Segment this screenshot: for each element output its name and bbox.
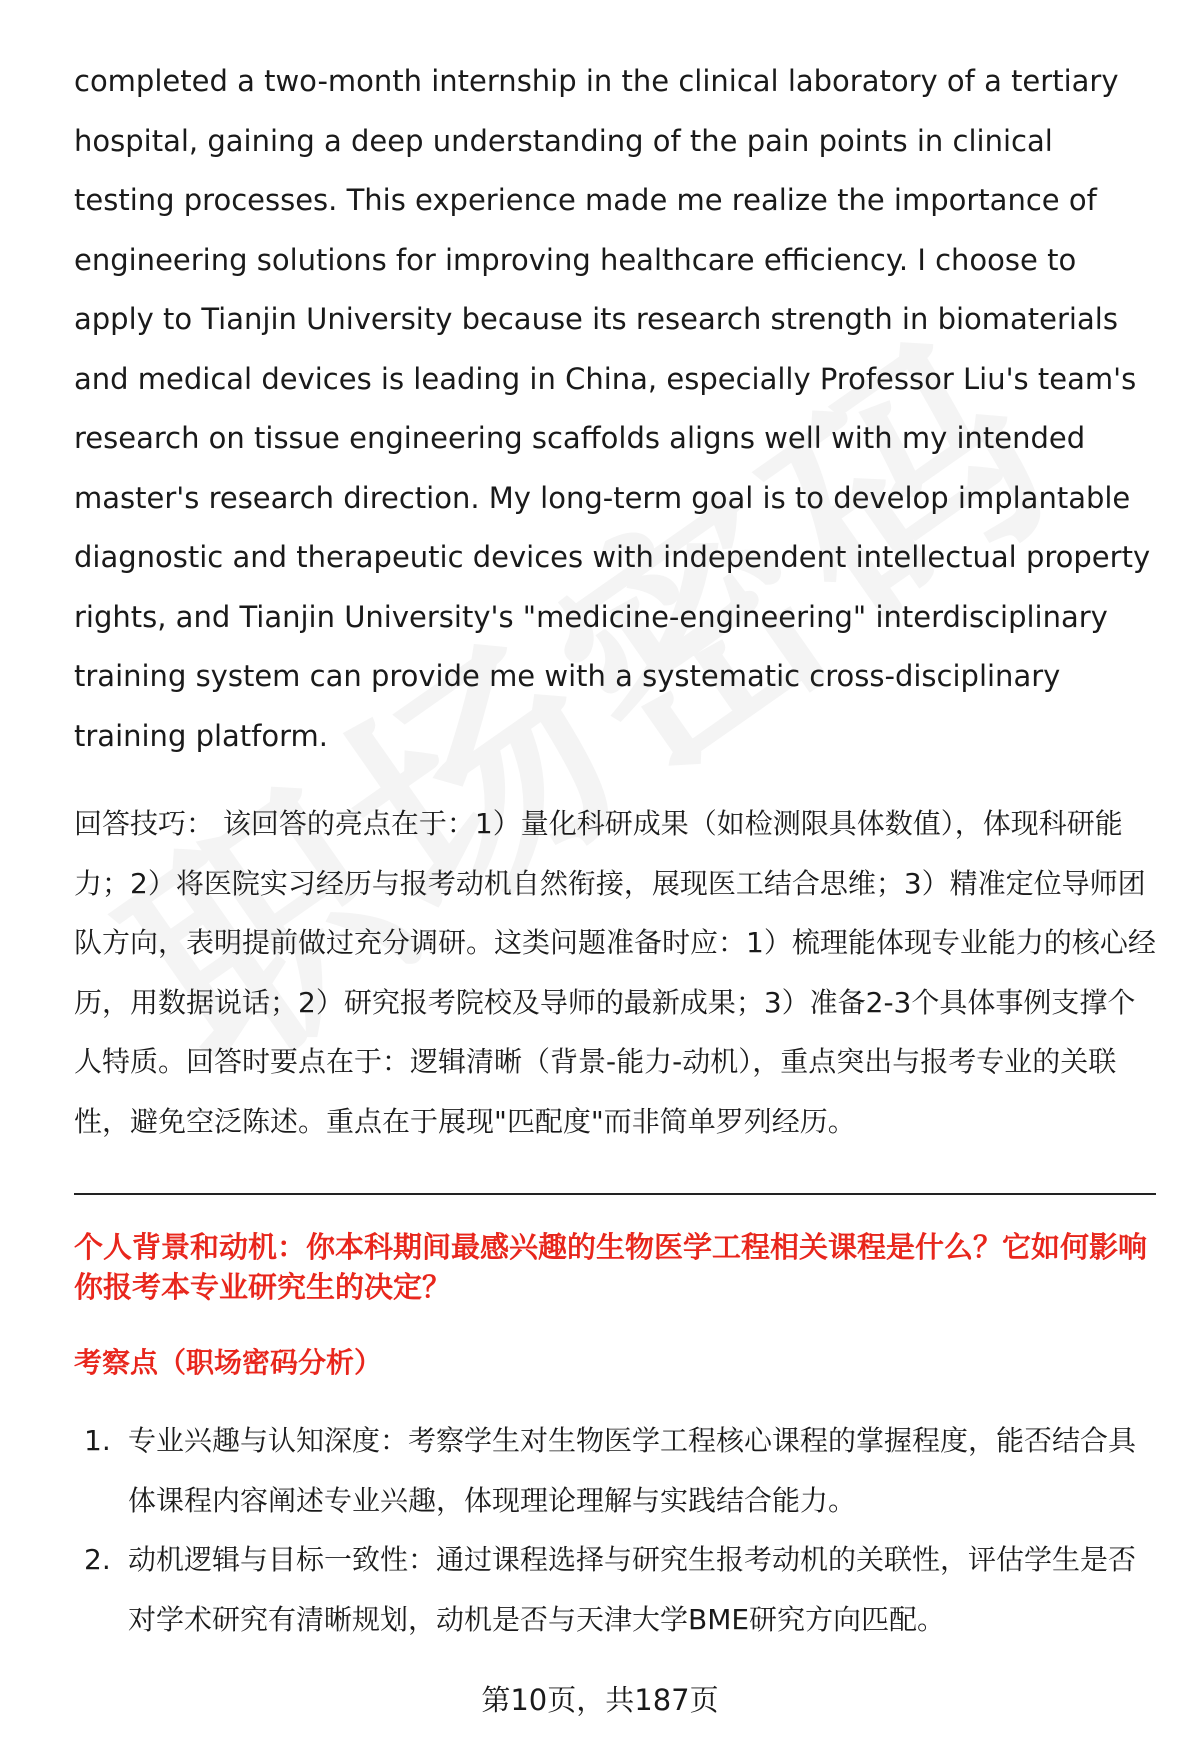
assessment-points-list — [74, 1411, 1156, 1649]
list-item — [74, 1530, 1156, 1649]
answer-tips-paragraph: 回答技巧： 该回答的亮点在于：1）量化科研成果（如检测限具体数值），体现科研能力；2）将医院实习经历与报考动机自然衔接，展现医工结合思维；3）精准定位导师团队方向，表明提前做过充分调研。这类问题准备时应：1）梳理能体现专业能力的核心经历，用数据说话；2）研究报考院校及导师的最新成果；3）准备2-3个具体事例支撑个人特质。回答时要点在于：逻辑清晰（背景-能力-动机），重点突出与报考专业的关联性，避免空泛陈述。重点在于展现"匹配度"而非简单罗列经历。 — [74, 807, 1156, 1138]
assessment-points-heading: 考察点（职场密码分析） — [74, 1346, 383, 1379]
english-paragraph: completed a two-month internship in the clinical laboratory of a tertiary hospital, gaining a deep understanding of the pain points in clinical testing processes. This experience made me realize the importance of engineering solutions for improving healthcare efficiency. I choose to apply to Tianjin University because its research strength in biomaterials and medical devices is leading in China, especially Professor Liu's team's research on tissue engineering scaffolds aligns well with my intended master's research direction. My long-term goal is to develop implantable diagnostic and therapeutic devices with independent intellectual property rights, and Tianjin University's "medicine-engineering" interdisciplinary training system can provide me with a systematic cross-disciplinary training platform. — [74, 64, 1151, 753]
document-page — [74, 52, 1156, 1649]
list-item-text: 专业兴趣与认知深度：考察学生对生物医学工程核心课程的掌握程度，能否结合具体课程内容阐述专业兴趣，体现理论理解与实践结合能力。 — [128, 1424, 1137, 1517]
list-item-number: 1. — [84, 1424, 111, 1457]
list-item-text: 动机逻辑与目标一致性：通过课程选择与研究生报考动机的关联性，评估学生是否对学术研究有清晰规划，动机是否与天津大学BME研究方向匹配。 — [128, 1543, 1137, 1636]
list-item-number: 2. — [84, 1543, 111, 1576]
list-item — [74, 1411, 1156, 1530]
page-footer: 第10页，共187页 — [481, 1683, 719, 1717]
question-heading: 个人背景和动机：你本科期间最感兴趣的生物医学工程相关课程是什么？它如何影响你报考本专业研究生的决定？ — [74, 1230, 1148, 1304]
section-divider — [74, 1193, 1156, 1195]
